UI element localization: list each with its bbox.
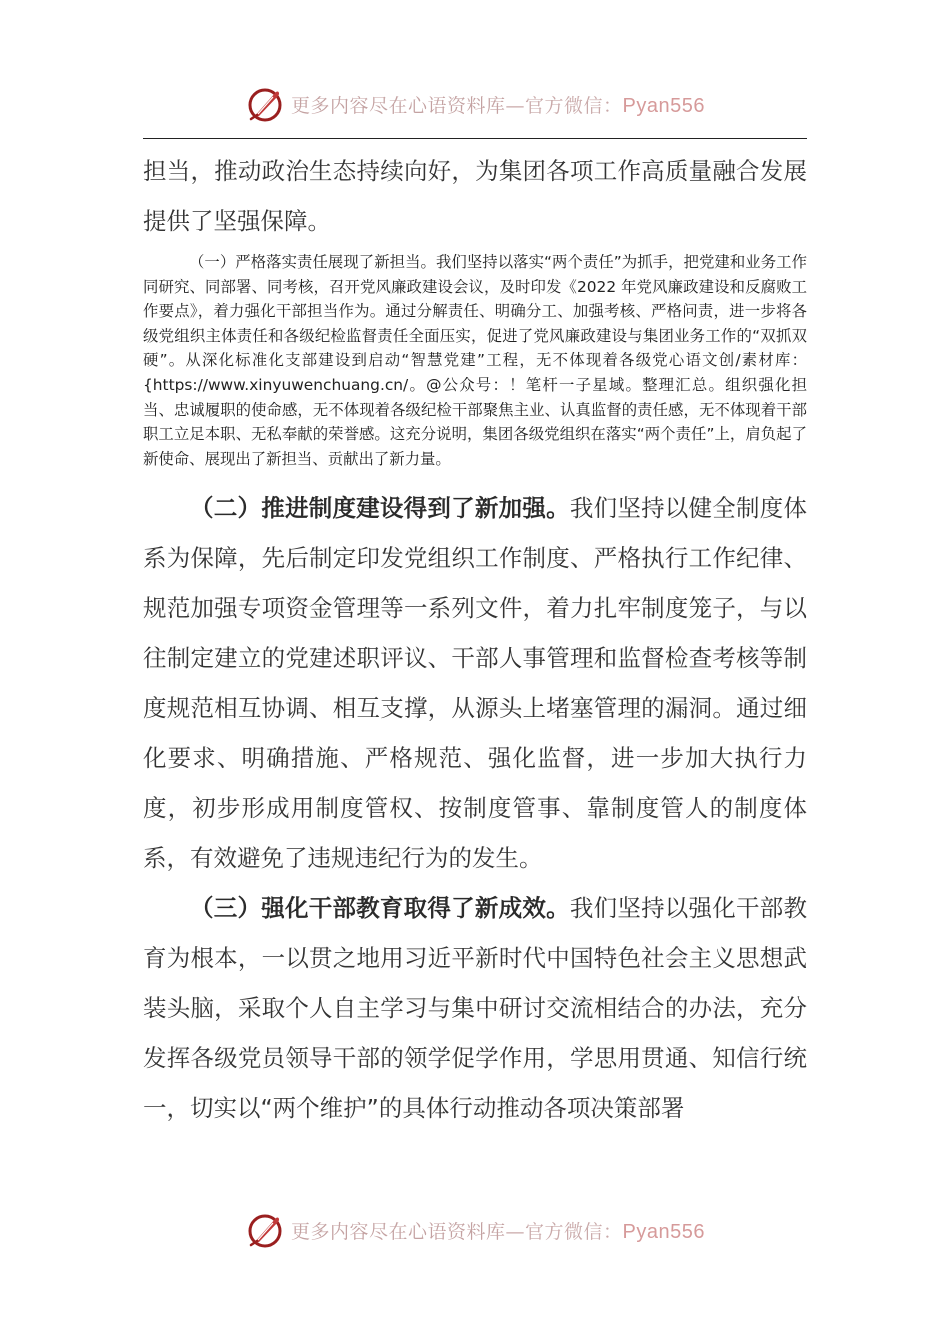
section-two-text: 我们坚持以健全制度体系为保障，先后制定印发党组织工作制度、严格执行工作纪律、规范加强专项资金管理等一系列文件，着力扎牢制度笼子，与以往制定建立的党建述职评议、干部人事管理和监督检查考核等制度规范相互协调、相互支撑，从源头上堵塞管理的漏洞。通过细化要求、明确措施、严格规范、强化监督，进一步加大执行力度，初步形成用制度管权、按制度管事、靠制度管人的制度体系，有效避免了违规违纪行为的发生。 [143,494,808,873]
quill-logo-icon [245,84,285,124]
watermark-brand: 更多内容尽在心语资料库 [291,1220,506,1243]
watermark-contact-label: 官方微信： [525,1220,623,1243]
section-three-heading: （三）强化干部教育取得了新成效。 [190,894,570,923]
watermark-contact-label: 官方微信： [525,94,623,117]
paragraph-continuation: 担当，推动政治生态持续向好，为集团各项工作高质量融合发展提供了坚强保障。 [143,157,807,235]
watermark-contact-id: Pyan556 [622,94,705,117]
footer-watermark-banner [0,1208,950,1252]
watermark-dash: — [505,94,526,117]
paragraph-section-one: （一）严格落实责任展现了新担当。我们坚持以落实“两个责任”为抓手，把党建和业务工作同研究、同部署、同考核，召开党风廉政建设会议，及时印发《2022 年党风廉政建设和反腐败工作要点》，着力强化干部担当作为。通过分解责任、明确分工、加强考核、严格问责，进一步将各级党组织主体责任和各级纪检监督责任全面压实，促进了党风廉政建设与集团业务工作的“双抓双硬”。从深化标准化支部建设到启动“智慧党建”工程，无不体现着各级党心语文创/素材库：{https://www.xinyuwenchuang.cn/。@公众号：！笔杆一子星域。整理汇总。组织强化担当、忠诚履职的使命感，无不体现着各级纪检干部聚焦主业、认真监督的责任感，无不体现着干部职工立足本职、无私奉献的荣誉感。这充分说明，集团各级党组织在落实“两个责任”上，肩负起了新使命、展现出了新担当、贡献出了新力量。 [143,253,807,468]
watermark-text [291,1217,705,1244]
paragraph-section-two [143,483,807,883]
section-three-text: 我们坚持以强化干部教育为根本，一以贯之地用习近平新时代中国特色社会主义思想武装头脑，采取个人自主学习与集中研讨交流相结合的办法，充分发挥各级党员领导干部的领学促学作用，学思用贯通、知信行统一，切实以“两个维护”的具体行动推动各项决策部署 [143,894,808,1123]
section-two-heading: （二）推进制度建设得到了新加强。 [190,494,570,523]
watermark-contact-id: Pyan556 [622,1220,705,1243]
quill-logo-icon [245,1210,285,1250]
document-body [143,146,807,1133]
paragraph-section-three [143,883,807,1133]
watermark-text [291,91,705,118]
header-divider [143,138,807,139]
watermark-brand: 更多内容尽在心语资料库 [291,94,506,117]
header-watermark-banner [0,82,950,126]
watermark-dash: — [505,1220,526,1243]
